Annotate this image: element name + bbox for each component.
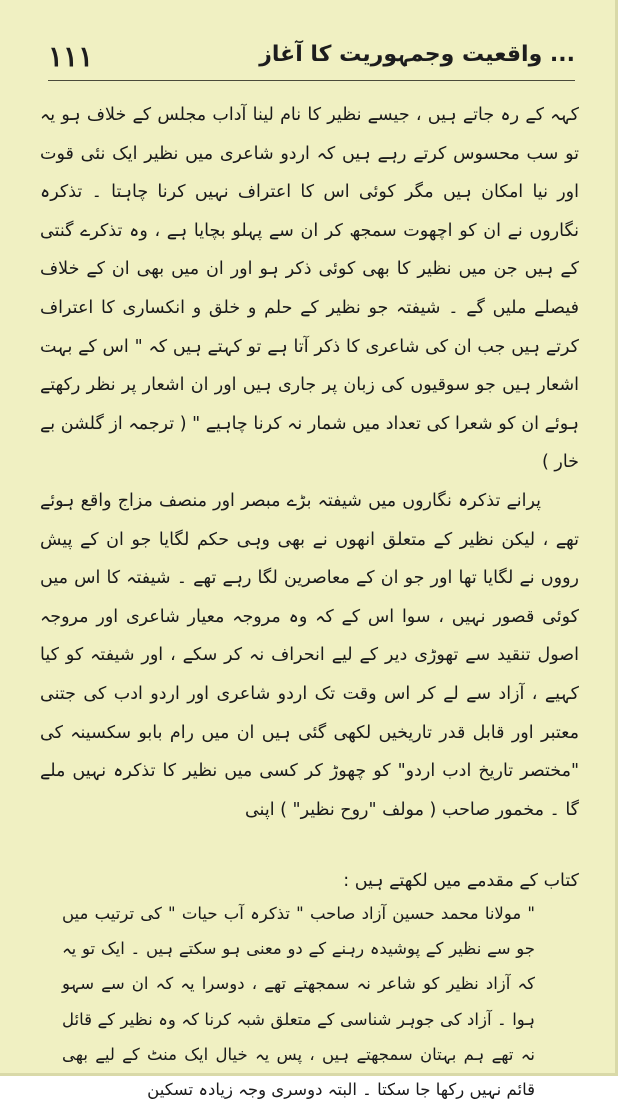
page-header [48, 38, 575, 81]
paragraph-2: پرانے تذکرہ نگاروں میں شیفتہ بڑے مبصر اور منصف مزاج واقع ہوئے تھے ، لیکن نظیر کے متعلق انھوں نے بھی وہی حکم لگایا جو ان کے پیش رووں نے لگایا تھا اور جو ان کے معاصرین لگا رہے تھے ۔ شیفتہ کا اس میں کوئی قصور نہیں ، سوا اس کے کہ وہ مروجہ معیار شاعری اور مروجہ اصول تنقید سے تھوڑی دیر کے لیے انحراف نہ کر سکے ، اور شیفتہ کو کیا کہیے ، آزاد سے لے کر اس وقت تک اردو شاعری اور اردو ادب کی جتنی معتبر اور قابل قدر تاریخیں لکھی گئی ہیں ان میں رام بابو سکسینہ کی "مختصر تاریخ ادب اردو" کو چھوڑ کر کسی میں نظیر کا تذکرہ نہیں ملے گا ۔ مخمور صاحب ( مولف "روح نظیر" ) اپنی [40, 490, 579, 820]
paragraph-1: کہہ کے رہ جاتے ہیں ، جیسے نظیر کا نام لینا آداب مجلس کے خلاف ہو یہ تو سب محسوس کرتے رہے ہیں کہ اردو شاعری میں نظیر ایک نئی قوت اور نیا امکان ہیں مگر کوئی اس کا اعتراف نہیں کرنا چاہتا ۔ تذکرہ نگاروں نے ان کو اچھوت سمجھ کر ان سے پہلو بچایا ہے ، وہ تذکرے گنتی کے ہیں جن میں نظیر کا بھی کوئی ذکر ہو اور ان میں بھی ان کے خلاف فیصلے ملیں گے ۔ شیفتہ جو نظیر کے حلم و خلق و انکساری کا اعتراف کرتے ہیں جب ان کی شاعری کا ذکر آتا ہے تو کہتے ہیں کہ " اس کے بہت اشعار ہیں جو سوقیوں کی زبان پر جاری ہیں اور ان اشعار پر نظر رکھتے ہوئے ان کو شعرا کی تعداد میں شمار نہ کرنا چاہیے " ( ترجمہ از گلشن بے خار ) [40, 105, 579, 473]
block-quote [62, 896, 535, 1107]
running-title: ... واقعیت وجمہوریت کا آغاز [259, 42, 575, 67]
quote-text: " مولانا محمد حسین آزاد صاحب " تذکرہ آب حیات " کی ترتیب میں جو سے نظیر کے پوشیدہ رہنے کے دو معنی ہو سکتے ہیں ۔ ایک تو یہ کہ آزاد نظیر کو شاعر نہ سمجھتے تھے ، دوسرا یہ کہ ان سے سہو ہوا ۔ آزاد کی جوہر شناسی کے متعلق شبہ کرنا کہ وہ نظیر کے قائل نہ تھے ہم بہتان سمجھتے ہیں ، پس یہ خیال ایک منٹ کے لیے بھی قائم نہیں رکھا جا سکتا ۔ البتہ دوسری وجہ زیادہ تسکین [62, 904, 535, 1100]
body-text [40, 96, 579, 829]
page-number: ١١١ [48, 40, 94, 73]
quote-intro: کتاب کے مقدمے میں لکھتے ہیں : [343, 871, 579, 891]
